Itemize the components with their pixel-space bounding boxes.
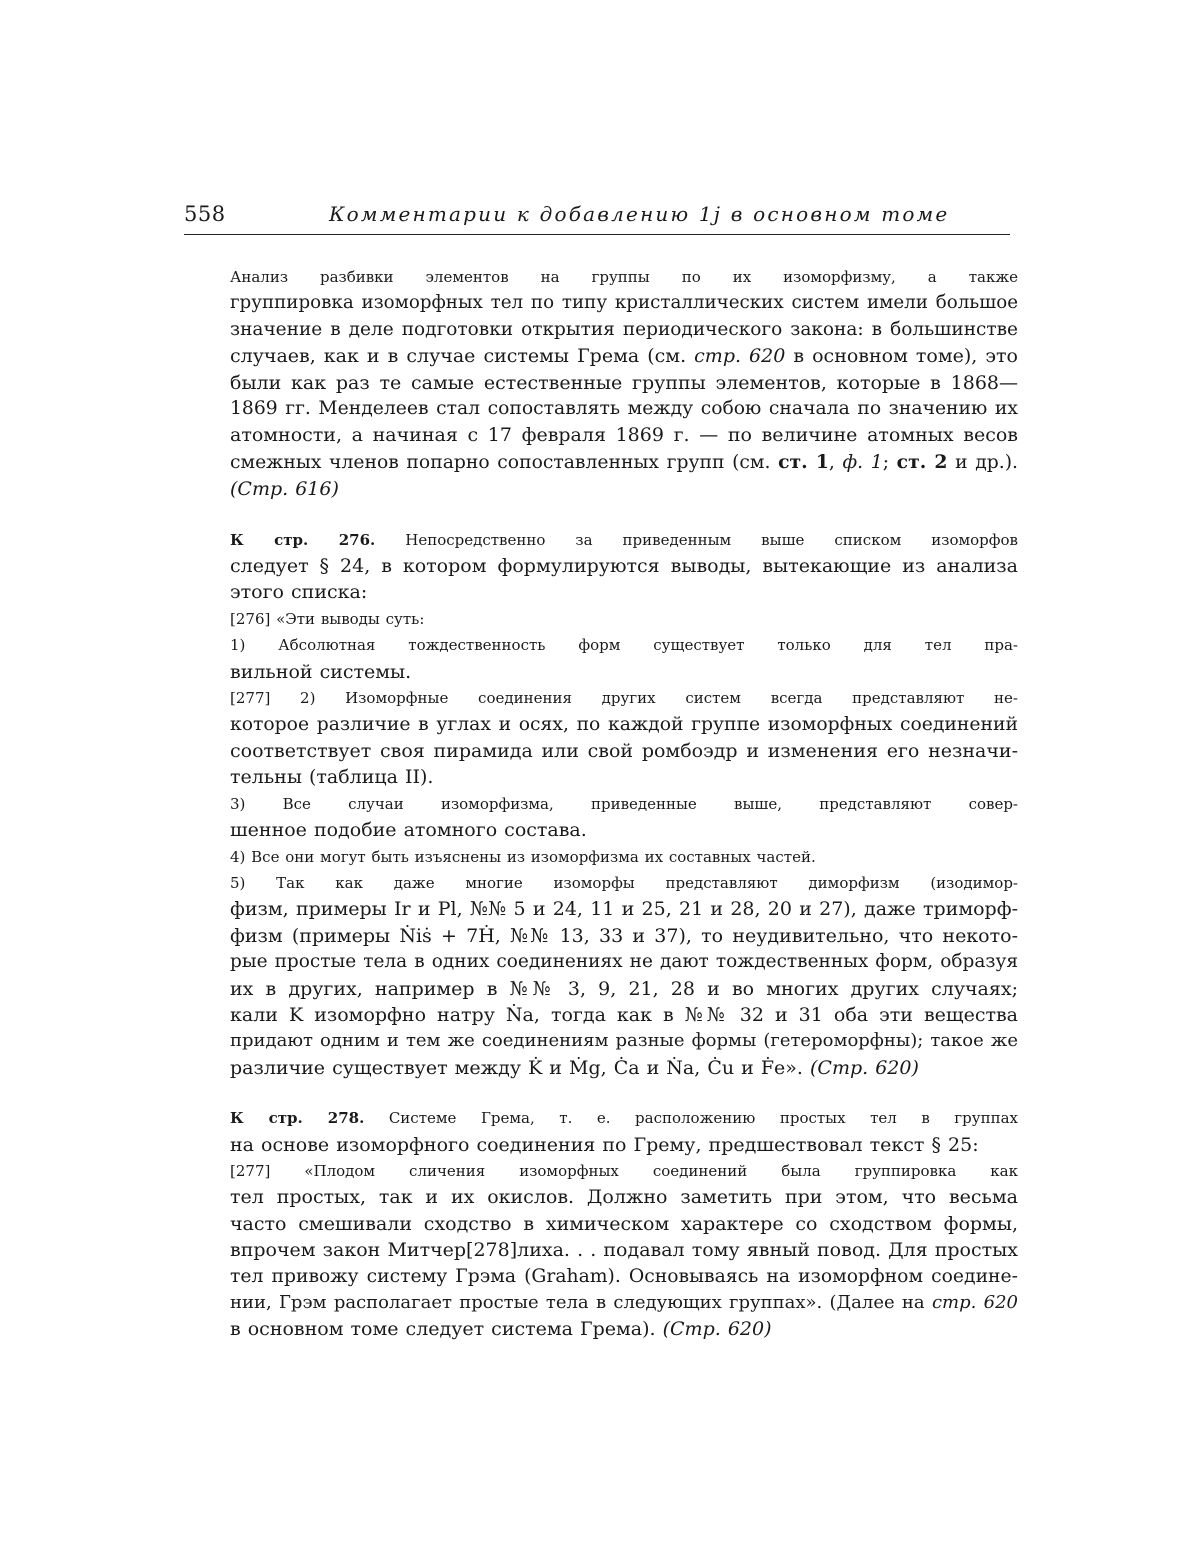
text-line: тел простых, так и их окислов. Должно заметить при этом, что весьма [230, 1186, 1018, 1209]
list-item-4 [186, 844, 1018, 870]
text-line: случаев, как и в случае системы Грема (см. стр. 620 в основном томе), это [230, 345, 1018, 368]
text-line: 3) Все случаи изоморфизма, приведенные выше, представляют совер- [230, 794, 1018, 813]
text-line: 1869 гг. Менделеев стал сопоставлять между собою сначала по значению их [230, 398, 1018, 420]
section-lead: К стр. 276. [230, 530, 376, 549]
paragraph-analysis [186, 264, 1018, 503]
text-line: соответствует своя пирамида или свой ромбоэдр и изменения его незначи- [230, 739, 1018, 762]
text-line: 1) Абсолютная тождественность форм существует только для тел пра- [230, 636, 1018, 655]
text-line: различие существует между K̇ и Ṁg, Ċa и Ṅa, Ċu и Ḟe». (Стр. 620) [230, 1056, 919, 1079]
page-number: 558 [184, 202, 226, 226]
text-line: К стр. 278. Системе Грема, т. е. расположению простых тел в группах [230, 1109, 1018, 1128]
list-item-5 [186, 870, 1018, 1081]
text-line: придают одним и тем же соединениям разные формы (гетероморфны); такое же [230, 1030, 1018, 1052]
text-line: этого списка: [230, 581, 368, 604]
section-lead: К стр. 278. [230, 1109, 365, 1128]
text-line: физм (примеры Ṅiṡ + 7Ḣ, №№ 13, 33 и 37), то неудивительно, что некото- [230, 924, 1018, 947]
text-line: кали K изоморфно натру Ṅa, тогда как в №№ 32 и 31 оба эти вещества [230, 1003, 1018, 1026]
text-line: были как раз те самые естественные группы элементов, которые в 1868— [230, 371, 1018, 394]
page-reference: стр. 620 [931, 1292, 1018, 1314]
text-line: впрочем закон Митчер[278]лиха. . . подавал тому явный повод. Для простых [230, 1239, 1018, 1262]
text-line: которое различие в углах и осях, по каждой группе изоморфных соединений [230, 713, 1018, 735]
text-line: тельны (таблица II). [230, 766, 434, 789]
text-line: 4) Все они могут быть изъяснены из изоморфизма их составных частей. [230, 847, 816, 866]
text-line: группировка изоморфных тел по типу кристаллических систем имели большое [230, 292, 1018, 314]
paragraph-conclusions-intro [186, 606, 1018, 632]
header-rule [184, 234, 1010, 235]
paragraph-page-276 [186, 527, 1018, 606]
text-line: значение в деле подготовки открытия периодического закона: в большинстве [230, 318, 1018, 340]
text-line: [277] 2) Изоморфные соединения других систем всегда представляют не- [230, 689, 1018, 708]
text-line: физм, примеры Ir и Pl, №№ 5 и 24, 11 и 25, 21 и 28, 20 и 27), даже триморф- [230, 898, 1018, 921]
text-line: [277] «Плодом сличения изоморфных соединений была группировка как [230, 1162, 1018, 1180]
list-item-2 [186, 685, 1018, 791]
page-reference: (Стр. 616) [230, 478, 339, 501]
paragraph-graham-quote [186, 1158, 1018, 1343]
page-reference: (Стр. 620) [810, 1056, 919, 1079]
text-line: смежных членов попарно сопоставленных групп (см. ст. 1, ф. 1; ст. 2 и др.). [230, 450, 1019, 473]
text-line: атомности, а начиная с 17 февраля 1869 г. — по величине атомных весов [230, 424, 1018, 447]
text-line: их в других, например в №№ 3, 9, 21, 28 и во многих других случаях; [230, 977, 1018, 1000]
text-line: Анализ разбивки элементов на группы по их изоморфизму, а также [230, 268, 1018, 286]
list-item-1 [186, 632, 1018, 685]
page-header [184, 198, 1010, 238]
text-line: К стр. 276. Непосредственно за приведенным выше списком изоморфов [230, 530, 1018, 549]
page-reference: (Стр. 620) [662, 1318, 772, 1341]
page-reference: стр. 620 [694, 345, 786, 368]
text-line: нии, Грэм располагает простые тела в следующих группах». (Далее на стр. 620 [230, 1292, 1018, 1314]
text-line: рые простые тела в одних соединениях не дают тождественных форм, образуя [230, 951, 1018, 973]
text-line: следует § 24, в котором формулируются выводы, вытекающие из анализа [230, 555, 1018, 578]
text-line: тел привожу систему Грэма (Graham). Основываясь на изоморфном соедине- [230, 1265, 1018, 1287]
page-body [186, 264, 1018, 1343]
text-line: на основе изоморфного соединения по Грему, предшествовал текст § 25: [230, 1133, 979, 1156]
text-line: 5) Так как даже многие изоморфы представляют диморфизм (изодимор- [230, 873, 1018, 892]
list-item-3 [186, 791, 1018, 844]
text-line: [276] «Эти выводы суть: [230, 609, 425, 628]
paragraph-page-278 [186, 1105, 1018, 1158]
text-line: в основном томе следует система Грема). (Стр. 620) [230, 1318, 772, 1341]
text-line: вильной системы. [230, 660, 412, 683]
text-line: шенное подобие атомного состава. [230, 819, 587, 842]
running-title: Комментарии к добавлению 1j в основном томе [329, 202, 950, 226]
text-line: часто смешивали сходство в химическом характере со сходством формы, [230, 1212, 1018, 1235]
